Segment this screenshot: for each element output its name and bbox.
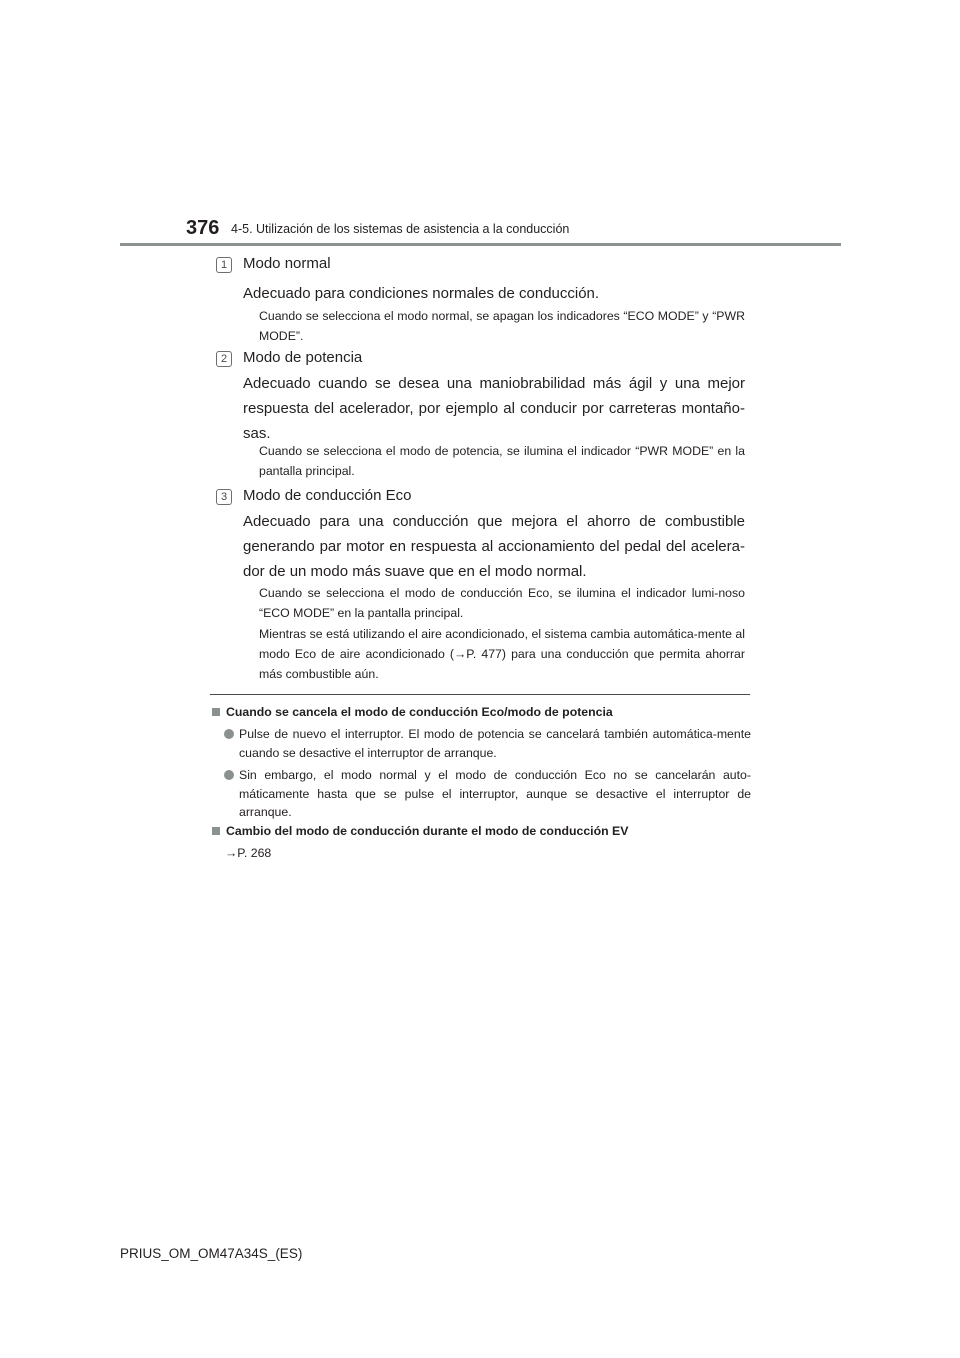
- item-title: Modo normal: [243, 255, 331, 272]
- circle-bullet-icon: [224, 729, 234, 739]
- item-number-badge: 1: [216, 257, 232, 273]
- item-note: Mientras se está utilizando el aire acondicionado, el sistema cambia automática-mente al modo Eco de aire acondicionado (→P. 477) para una conducción que permita ahorrar más combustible aún.: [259, 627, 745, 681]
- mode-item-eco: [216, 487, 751, 687]
- item-description: Adecuado para condiciones normales de conducción.: [243, 285, 600, 302]
- section-divider: [210, 694, 750, 695]
- item-note: Cuando se selecciona el modo de conducción Eco, se ilumina el indicador lumi-noso “ECO MODE” en la pantalla principal.: [259, 586, 745, 620]
- item-description: Adecuado para una conducción que mejora el ahorro de combustible generando par motor en respuesta al accionamiento del pedal del acelera-dor de un modo más suave que en el modo normal.: [243, 513, 745, 580]
- square-bullet-icon: [212, 708, 220, 716]
- square-bullet-icon: [212, 827, 220, 835]
- item-title: Modo de conducción Eco: [243, 487, 412, 504]
- circle-bullet-icon: [224, 770, 234, 780]
- item-number-badge: 3: [216, 489, 232, 505]
- mode-item-normal: [216, 255, 751, 345]
- info-heading-cancel: Cuando se cancela el modo de conducción Eco/modo de potencia: [212, 705, 613, 719]
- document-code: PRIUS_OM_OM47A34S_(ES): [120, 1246, 303, 1261]
- item-note: Cuando se selecciona el modo de potencia, se ilumina el indicador “PWR MODE” en la pantalla principal.: [259, 444, 745, 478]
- mode-item-power: [216, 349, 751, 479]
- item-note: Cuando se selecciona el modo normal, se apagan los indicadores “ECO MODE” y “PWR MODE”.: [259, 309, 745, 343]
- section-title: 4-5. Utilización de los sistemas de asistencia a la conducción: [231, 222, 570, 236]
- header-divider: [120, 243, 841, 246]
- item-number-badge: 2: [216, 351, 232, 367]
- info-bullet: Sin embargo, el modo normal y el modo de conducción Eco no se cancelarán auto-máticamente hasta que se pulse el interruptor, aunque se desactive el interruptor de arranque.: [224, 766, 751, 822]
- info-heading-ev: Cambio del modo de conducción durante el modo de conducción EV: [212, 824, 628, 838]
- item-description: Adecuado cuando se desea una maniobrabilidad más ágil y una mejor respuesta del acelerador, por ejemplo al conducir por carreteras montaño-sas.: [243, 375, 745, 442]
- item-title: Modo de potencia: [243, 349, 363, 366]
- info-bullet: Pulse de nuevo el interruptor. El modo de potencia se cancelará también automática-mente cuando se desactive el interruptor de arranque.: [224, 725, 751, 763]
- page-number: 376: [186, 217, 220, 239]
- page-reference: →P. 268: [225, 846, 272, 860]
